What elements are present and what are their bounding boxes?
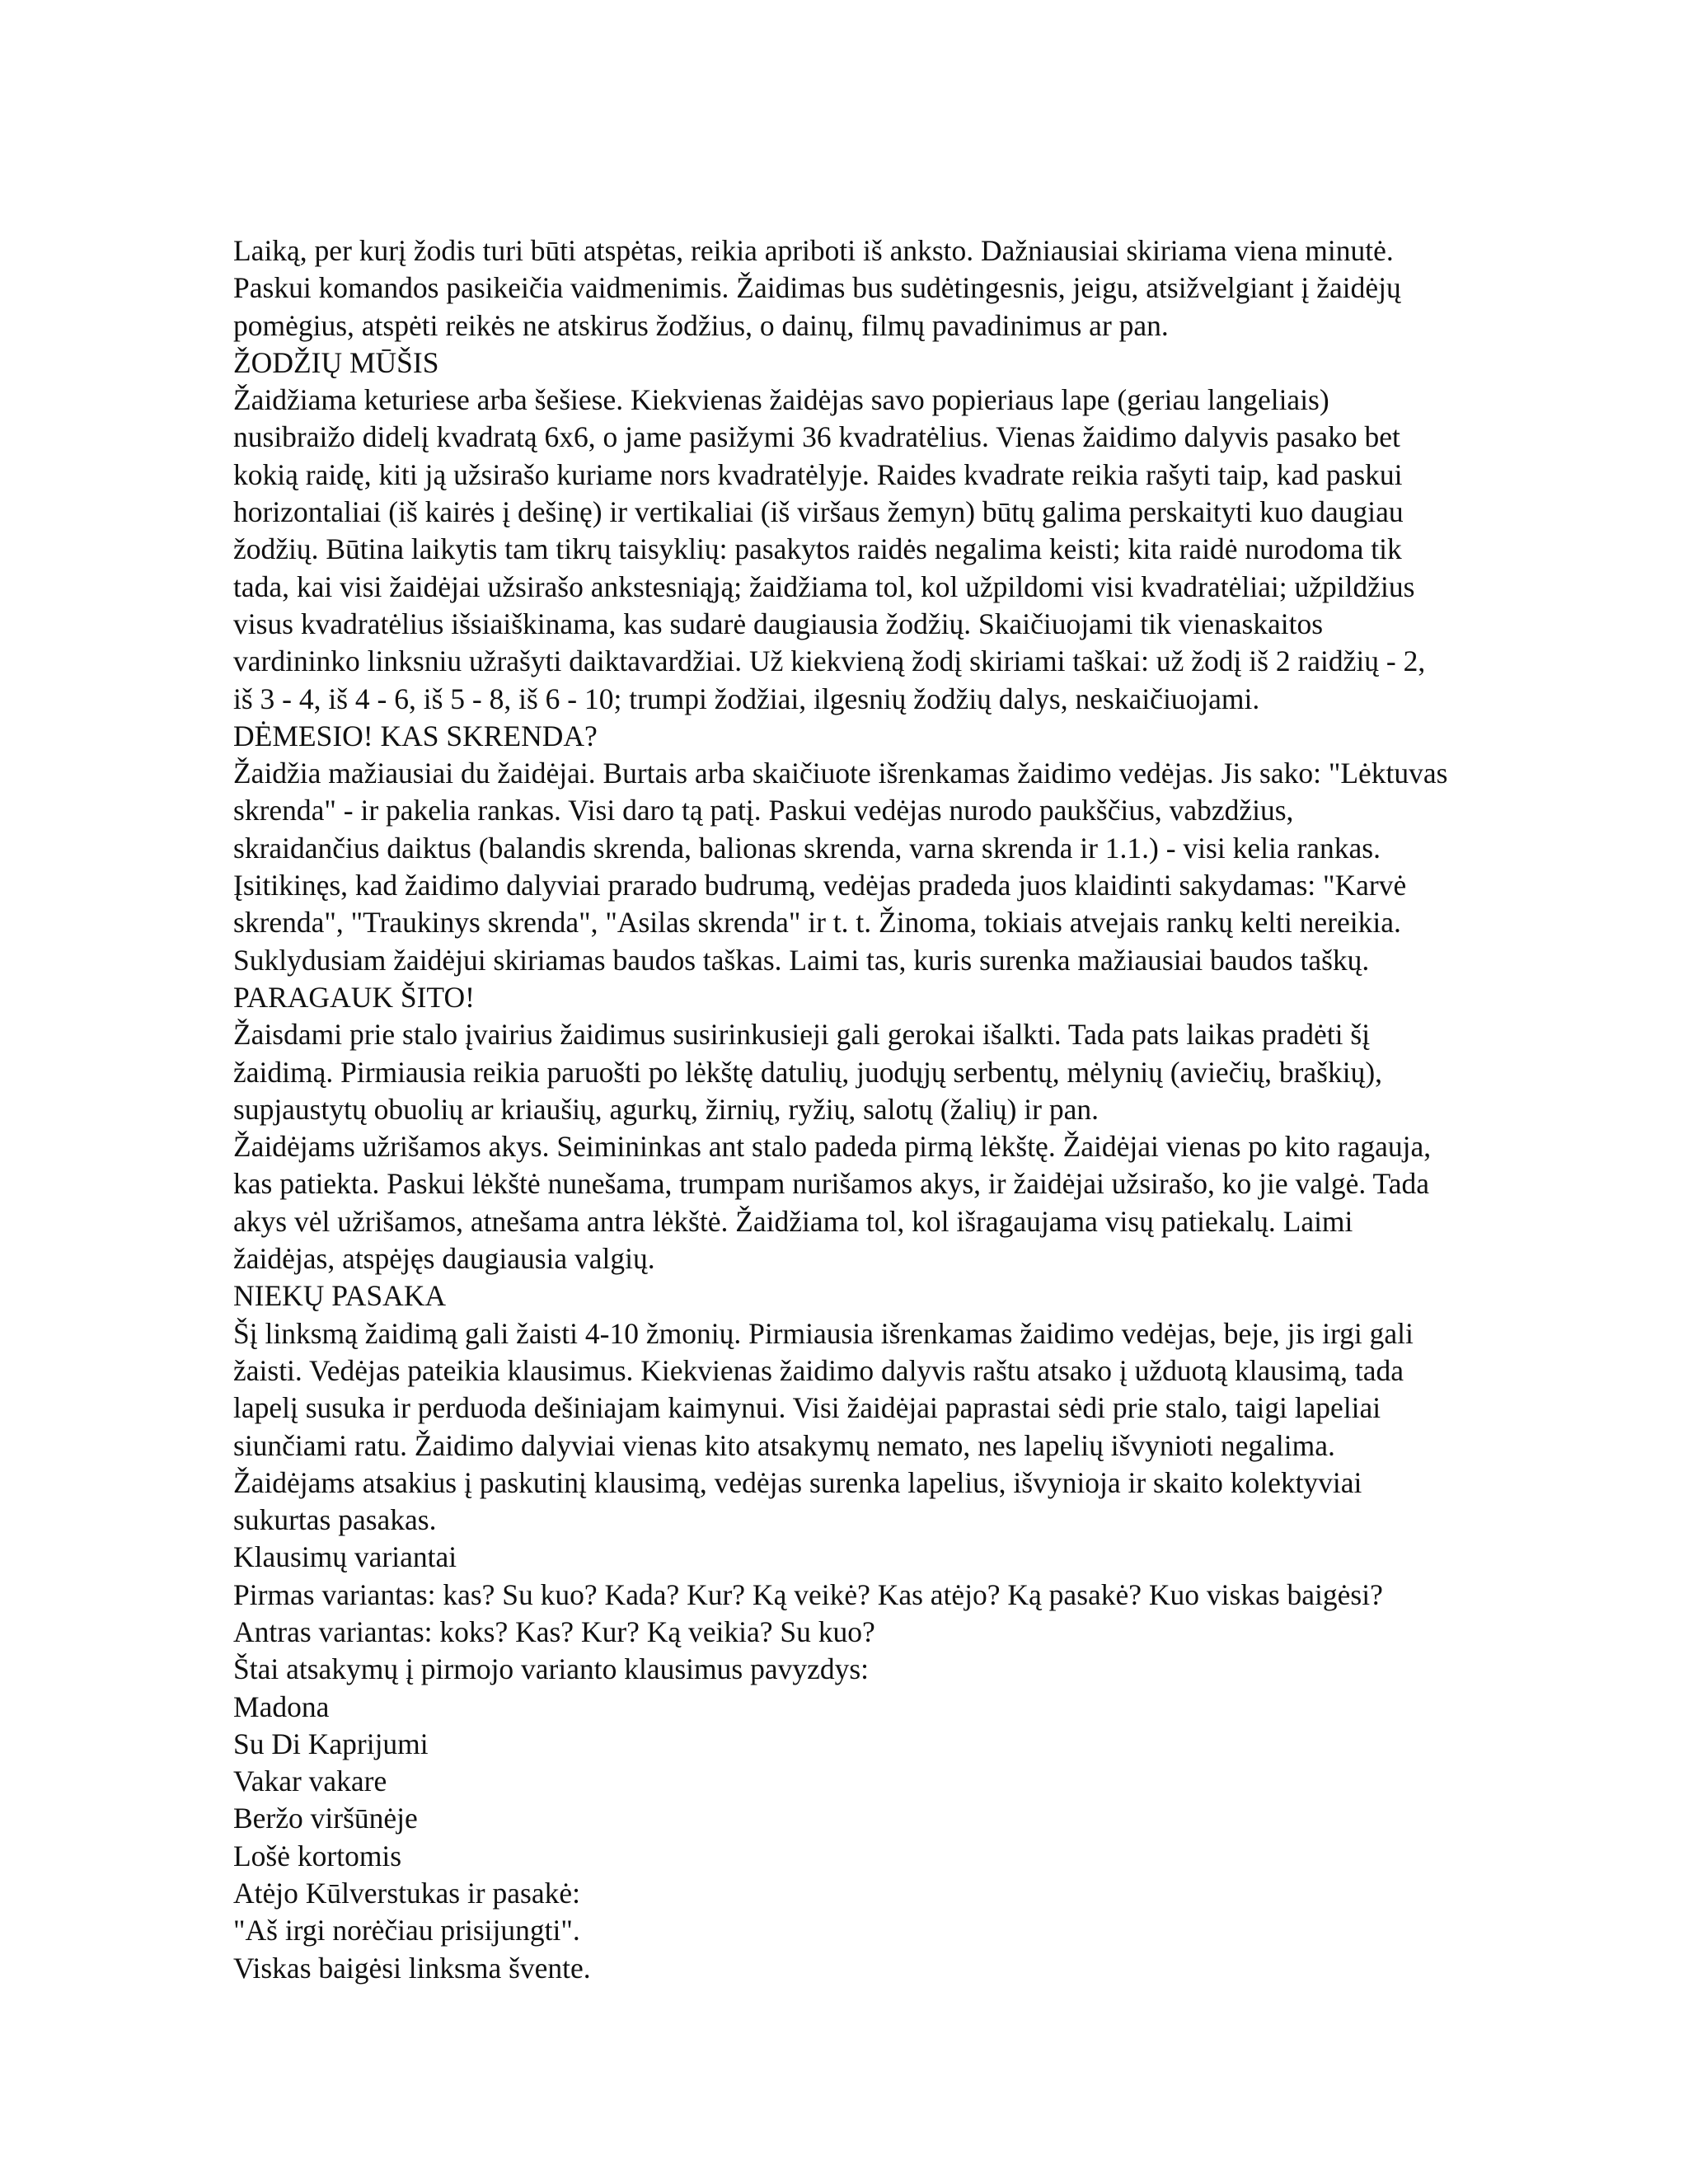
text-line: vardininko linksniu užrašyti daiktavardžiai. Už kiekvieną žodį skiriami taškai: už žodį iš 2 raidžių - 2, <box>233 644 1426 678</box>
section-heading-paragauk-sito: PARAGAUK ŠITO! <box>233 980 475 1014</box>
text-line: skrenda" - ir pakelia rankas. Visi daro tą patį. Paskui vedėjas nurodo paukščius, vabzdžius, <box>233 794 1294 827</box>
text-line: žaisti. Vedėjas pateikia klausimus. Kiekvienas žaidimo dalyvis raštu atsako į užduotą klausimą, tada <box>233 1353 1404 1387</box>
text-line: kas patiekta. Paskui lėkštė nunešama, trumpam nurišamos akys, ir žaidėjai užsirašo, ko jie valgė. Tada <box>233 1167 1429 1201</box>
text-line: pomėgius, atspėti reikės ne atskirus žodžius, o dainų, filmų pavadinimus ar pan. <box>233 308 1169 342</box>
text-line: Štai atsakymų į pirmojo varianto klausimus pavyzdys: <box>233 1652 870 1686</box>
text-line: Įsitikinęs, kad žaidimo dalyviai prarado budrumą, vedėjas pradeda juos klaidinti sakydamas: "Karvė <box>233 869 1407 902</box>
text-line: siunčiami ratu. Žaidimo dalyviai vienas kito atsakymų nemato, nes lapelių išvynioti negalima. <box>233 1428 1335 1462</box>
text-line: Žaisdami prie stalo įvairius žaidimus susirinkusieji gali gerokai išalkti. Tada pats laikas pradėti šį <box>233 1018 1371 1052</box>
text-line: horizontaliai (iš kairės į dešinę) ir vertikaliai (iš viršaus žemyn) būtų galima perskaityti kuo daugiau <box>233 495 1404 529</box>
text-line: žaidimą. Pirmiausia reikia paruošti po lėkštę datulių, juodųjų serbentų, mėlynių (aviečių, braškių), <box>233 1055 1383 1089</box>
text-line: Antras variantas: koks? Kas? Kur? Ką veikia? Su kuo? <box>233 1615 875 1648</box>
text-line: supjaustytų obuolių ar kriaušių, agurkų, žirnių, ryžių, salotų (žalių) ir pan. <box>233 1092 1099 1126</box>
text-line: skraidančius daiktus (balandis skrenda, balionas skrenda, varna skrenda ir 1.1.) - visi kelia rankas. <box>233 831 1381 865</box>
text-line: žodžių. Būtina laikytis tam tikrų taisyklių: pasakytos raidės negalima keisti; kita raidė nurodoma tik <box>233 532 1402 566</box>
text-line: Pirmas variantas: kas? Su kuo? Kada? Kur? Ką veikė? Kas atėjo? Ką pasakė? Kuo viskas baigėsi? <box>233 1577 1383 1611</box>
text-line: Žaidėjams užrišamos akys. Seimininkas ant stalo padeda pirmą lėkštę. Žaidėjai vienas po kito ragauja, <box>233 1130 1432 1164</box>
section-heading-zodziu-musis: ŽODŽIŲ MŪŠIS <box>233 345 439 379</box>
example-line: Vakar vakare <box>233 1765 387 1798</box>
text-line: žaidėjas, atspėjęs daugiausia valgių. <box>233 1242 655 1276</box>
example-line: Atėjo Kūlverstukas ir pasakė: <box>233 1877 580 1910</box>
text-line: Suklydusiam žaidėjui skiriamas baudos taškas. Laimi tas, kuris surenka mažiausiai baudos taškų. <box>233 943 1370 977</box>
example-line: Beržo viršūnėje <box>233 1802 418 1835</box>
example-line: Lošė kortomis <box>233 1839 402 1872</box>
text-line: Šį linksmą žaidimą gali žaisti 4-10 žmonių. Pirmiausia išrenkamas žaidimo vedėjas, beje, jis irgi gali <box>233 1316 1414 1350</box>
text-line: Paskui komandos pasikeičia vaidmenimis. Žaidimas bus sudėtingesnis, jeigu, atsižvelgiant į žaidėjų <box>233 271 1401 305</box>
section-heading-nieku-pasaka: NIEKŲ PASAKA <box>233 1279 447 1313</box>
example-line: "Aš irgi norėčiau prisijungti". <box>233 1914 580 1947</box>
subheading-klausimu-variantai: Klausimų variantai <box>233 1540 457 1574</box>
text-line: Žaidžia mažiausiai du žaidėjai. Burtais arba skaičiuote išrenkamas žaidimo vedėjas. Jis sako: "Lėktuvas <box>233 757 1448 790</box>
text-line: Žaidėjams atsakius į paskutinį klausimą, vedėjas surenka lapelius, išvynioja ir skaito kolektyviai <box>233 1465 1362 1499</box>
document-page <box>233 232 1618 1987</box>
text-line: skrenda", "Traukinys skrenda", "Asilas skrenda" ir t. t. Žinoma, tokiais atvejais rankų kelti nereikia. <box>233 906 1401 940</box>
text-line: Žaidžiama keturiese arba šešiese. Kiekvienas žaidėjas savo popieriaus lape (geriau langeliais) <box>233 383 1329 417</box>
text-line: iš 3 - 4, iš 4 - 6, iš 5 - 8, iš 6 - 10; trumpi žodžiai, ilgesnių žodžių dalys, neskaičiuojami. <box>233 682 1260 715</box>
text-line: lapelį susuka ir perduoda dešiniajam kaimynui. Visi žaidėjai paprastai sėdi prie stalo, taigi lapeliai <box>233 1391 1381 1425</box>
text-line: tada, kai visi žaidėjai užsirašo ankstesniąją; žaidžiama tol, kol užpildomi visi kvadratėliai; užpildžius <box>233 569 1415 603</box>
example-line: Viskas baigėsi linksma švente. <box>233 1951 591 1985</box>
text-line: nusibraižo didelį kvadratą 6x6, o jame pasižymi 36 kvadratėlius. Vienas žaidimo dalyvis pasako bet <box>233 420 1400 454</box>
text-line: Laiką, per kurį žodis turi būti atspėtas, reikia apriboti iš anksto. Dažniausiai skiriama viena minutė. <box>233 234 1394 267</box>
example-line: Madona <box>233 1690 330 1723</box>
text-line: akys vėl užrišamos, atnešama antra lėkštė. Žaidžiama tol, kol išragaujama visų patiekalų. Laimi <box>233 1204 1353 1238</box>
text-line: kokią raidę, kiti ją užsirašo kuriame nors kvadratėlyje. Raides kvadrate reikia rašyti taip, kad paskui <box>233 457 1403 491</box>
text-line: visus kvadratėlius išsiaiškinama, kas sudarė daugiausia žodžių. Skaičiuojami tik vienaskaitos <box>233 607 1324 640</box>
section-heading-demesio: DĖMESIO! KAS SKRENDA? <box>233 719 598 752</box>
text-line: sukurtas pasakas. <box>233 1503 437 1537</box>
example-line: Su Di Kaprijumi <box>233 1727 429 1760</box>
